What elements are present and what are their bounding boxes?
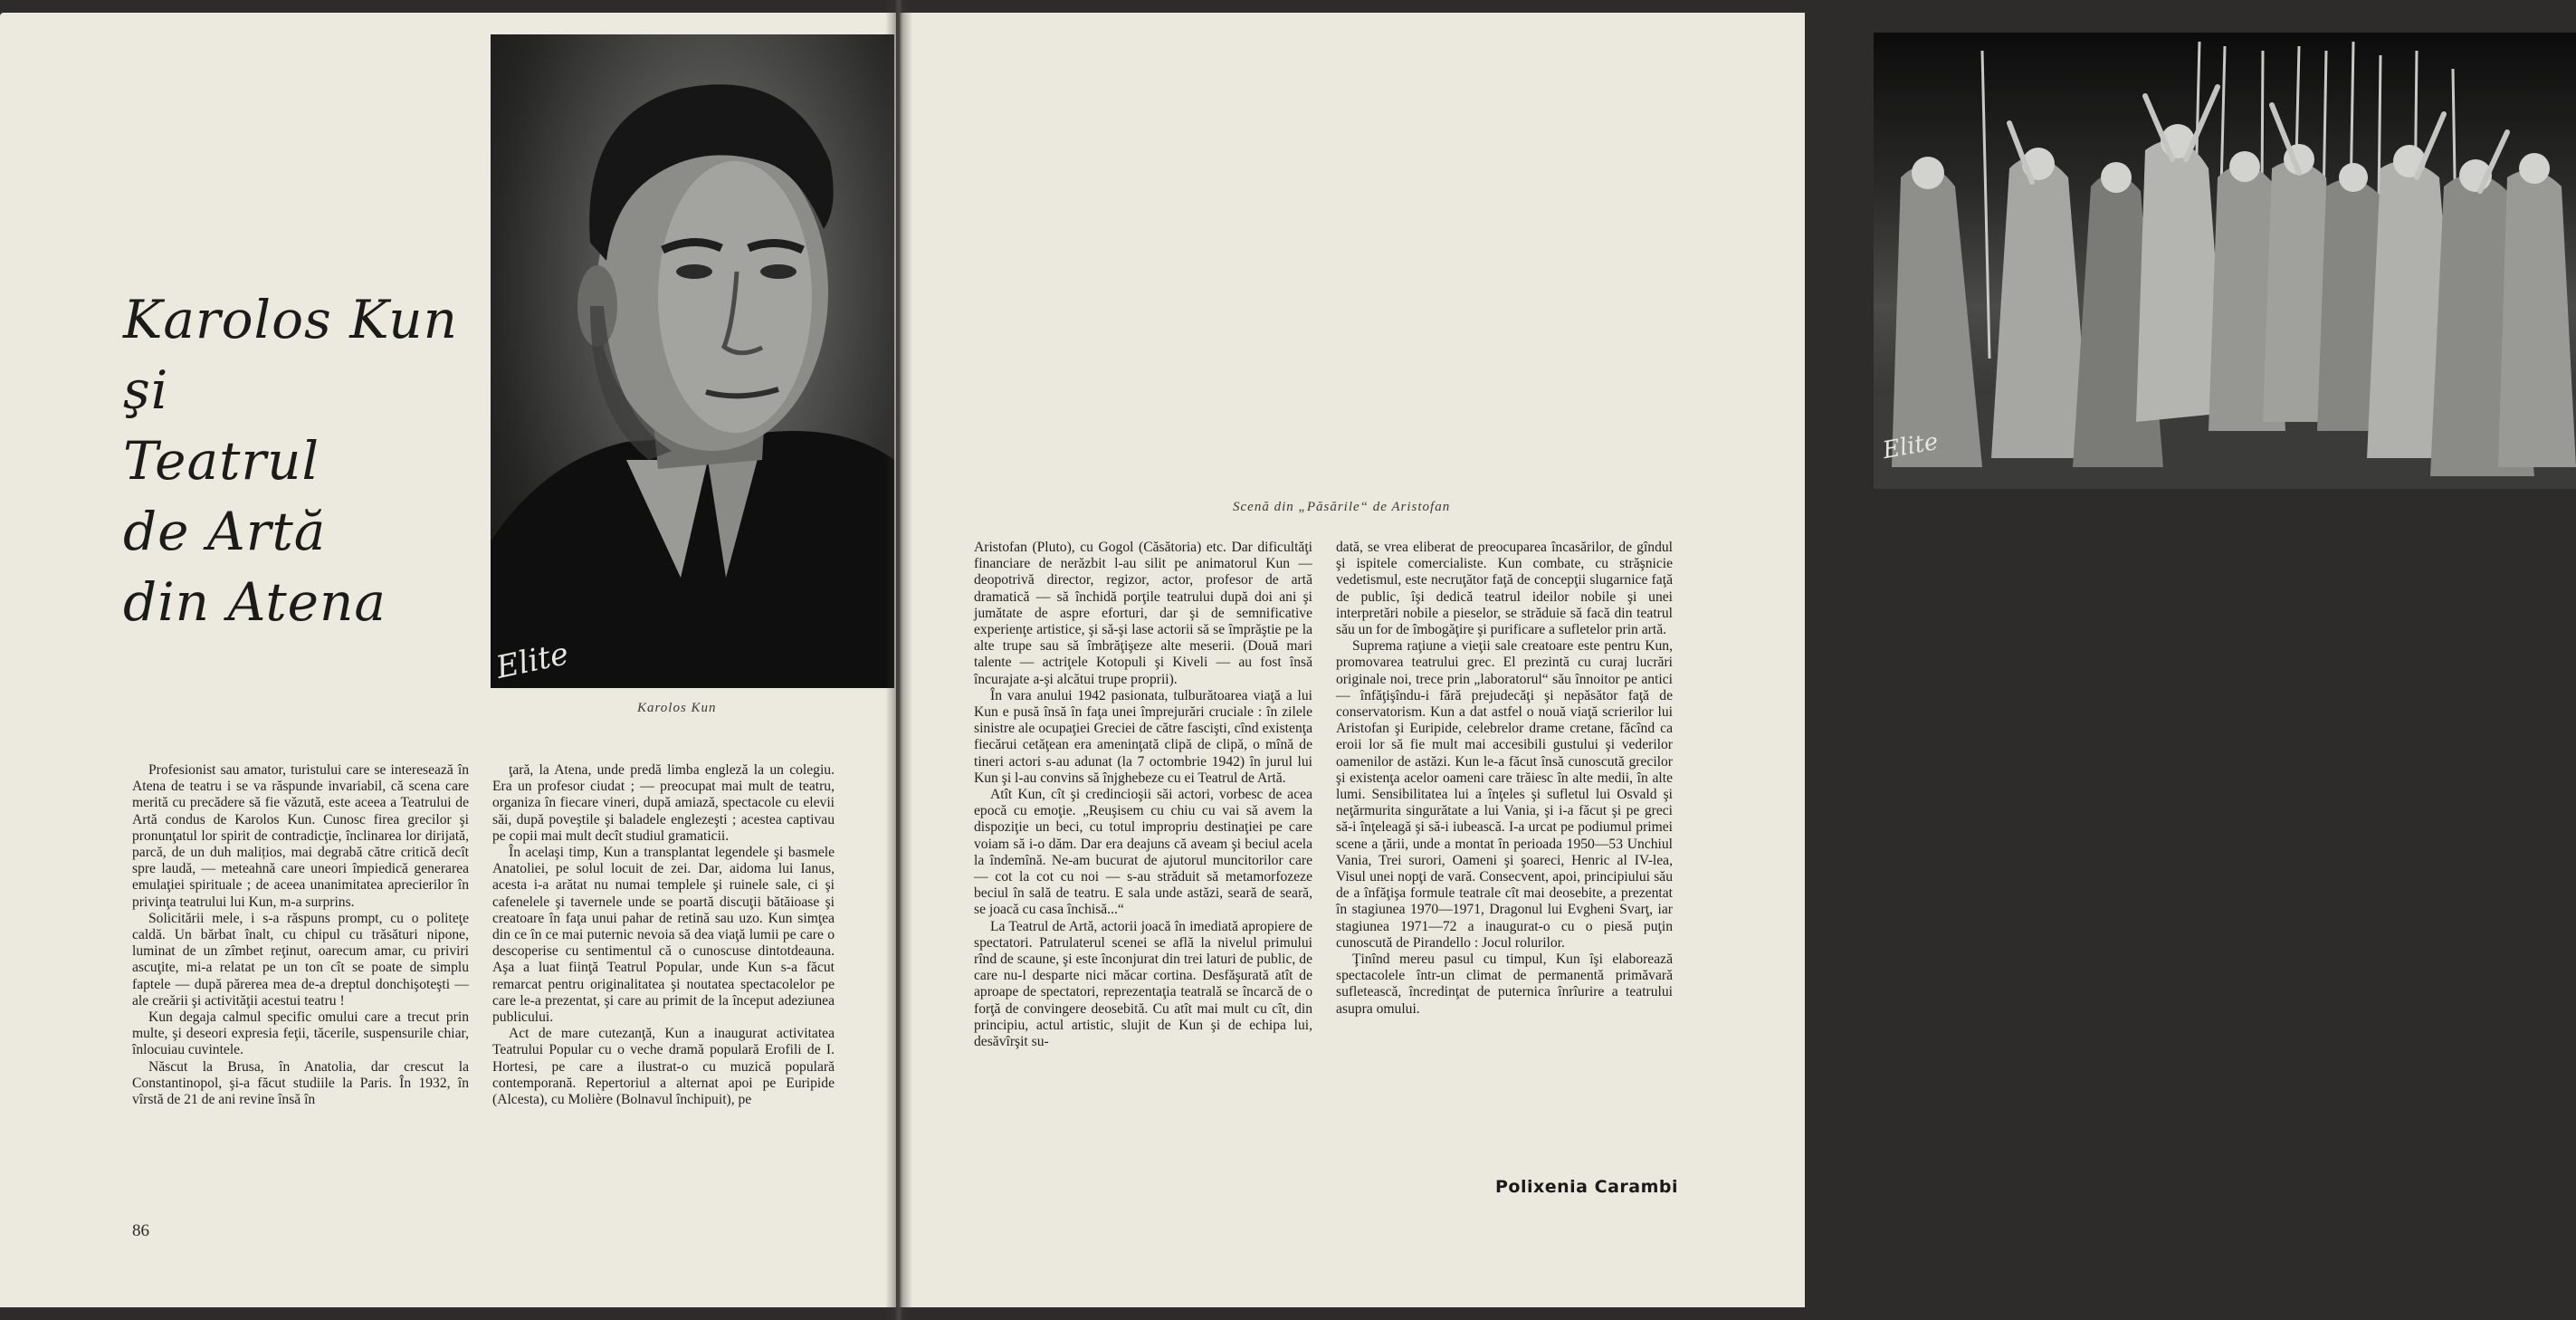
text-column-3 <box>974 540 1312 1050</box>
article-author: Polixenia Carambi <box>1495 1177 1678 1197</box>
text-column-1 <box>132 762 469 1108</box>
paragraph: La Teatrul de Artă, actorii joacă în imediată apropiere de spectatori. Patrulaterul scenei se află la nivelul primului rînd de scaune, şi este înconjurat din trei laturi de public, de care nu-l desparte nici măcar cortina. Desfăşurată atît de aproape de spectatori, reprezentaţia teatrală se încarcă de o forţă de convingere deosebită. Cu atît mai mult cu cît, din principiu, actul artistic, slujit de Kun şi de echipa lui, desăvîrşit su- <box>974 918 1312 1050</box>
theatre-scene-photo <box>1874 33 2576 489</box>
title-line-2: şi <box>123 359 169 421</box>
title-line-3: Teatrul <box>123 430 320 492</box>
scene-caption: Scenă din „Păsările“ de Aristofan <box>1233 500 1451 514</box>
paragraph: Aristofan (Pluto), cu Gogol (Căsătoria) etc. Dar dificultăţi financiare de nerăzbit l-au silit pe animatorul Kun — deopotrivă director, regizor, actor, profesor de artă dramatică — să închidă porţile teatrului după doi ani şi jumătate de aspre eforturi, dar şi de semnificative experienţe artistice, şi să-şi lase actorii să se împrăştie pe la alte trupe sau să îmbrăţişeze alte meserii. (Două mari talente — actriţele Kotopuli şi Kiveli — au fost însă încurajate a-şi alcătui trupe proprii). <box>974 540 1312 687</box>
article-title <box>123 284 485 637</box>
text-column-2 <box>492 762 835 1108</box>
paragraph: În acelaşi timp, Kun a transplantat legendele şi basmele Anatoliei, pe solul locuit de zei. Dar, aidoma lui Ianus, acesta i-a arătat nu numai templele şi ruinele sale, ci şi cafenelele şi tavernele unde se poartă discuţii bătăioase şi creatoare în faţa unui pahar de retină sau uzo. Kun simţea din ce în ce mai puternic nevoia să dea viaţă lumii pe care o descoperise cu sentimentul că o cunoscuse dintotdeauna. Aşa a luat fiinţă Teatrul Popular, unde Kun s-a făcut remarcat pentru originalitatea şi noutatea spectacolelor pe care le-a prezentat, şi care au primit de la început adeziunea publicului. <box>492 845 835 1026</box>
title-line-1: Karolos Kun <box>123 289 458 350</box>
paragraph: Solicitării mele, i s-a răspuns prompt, cu o politeţe caldă. Un bărbat înalt, cu chipul cu trăsături nipone, luminat de un zîmbet reţinut, oarecum amar, cu priviri ascuţite, mi-a relatat pe un ton cît se poate de simplu faptele — după părerea mea de-a dreptul donchişoteşti — ale creării şi activităţii acestui teatru ! <box>132 910 469 1009</box>
portrait-photo <box>491 34 894 688</box>
left-page <box>0 13 896 1307</box>
photo-signature: Elite <box>1880 427 1941 465</box>
paragraph: În vara anului 1942 pasionata, tulburătoarea viaţă a lui Kun e pusă însă în faţa unei împrejurări cruciale : în zilele sinistre ale ocupaţiei Greciei de către fascişti, cînd existenţa fiecărui cetăţean era ameninţată clipă de clipă, o mînă de tineri actori s-au adunat (la 7 octombrie 1942) în jurul lui Kun şi l-au convins să înjghebeze cu ei Teatrul de Artă. <box>974 687 1312 786</box>
paragraph: ţară, la Atena, unde predă limba engleză la un colegiu. Era un profesor ciudat ; — preocupat mai mult de teatru, organiza în fiecare vineri, după amiază, spectacole cu elevii săi, după poveştile şi baladele englezeşti ; acestea captivau pe copii mai mult decît studiul gramaticii. <box>492 762 835 844</box>
text-column-4 <box>1336 540 1673 1018</box>
paragraph: Act de mare cutezanţă, Kun a inaugurat activitatea Teatrului Popular cu o veche dramă populară Erofili de I. Hortesi, pe care a ilustrat-o cu muzică populară contemporană. Repertoriul a alternat apoi pe Euripide (Alcesta), cu Molière (Bolnavul închipuit), pe <box>492 1026 835 1108</box>
scene-illustration <box>1874 33 2576 489</box>
paragraph: Născut la Brusa, în Anatolia, dar crescut la Constantinopol, şi-a făcut studiile la Paris. În 1932, în vîrstă de 21 de ani revine însă în <box>132 1058 469 1108</box>
title-line-4: de Artă <box>123 501 327 562</box>
book-gutter <box>885 0 912 1320</box>
photo-signature: Elite <box>492 636 572 686</box>
paragraph: Kun degaja calmul specific omului care a trecut prin multe, şi deseori expresia feţii, tăcerile, suspensurile chiar, înlocuiau cuvintele. <box>132 1009 469 1058</box>
paragraph: Atît Kun, cît şi credincioşii săi actori, vorbesc de acea epocă cu emoţie. „Reuşisem cu chiu cu vai să avem la dispoziţie un beci, cu totul impropriu destinaţiei pe care voiam să i-o dăm. Dar era deajuns că aveam şi beciul acela la îndemînă. Ne-am bucurat de ajutorul muncitorilor care — cot la cot cu noi — s-au străduit să metamorfozeze beciul în sală de teatru. E sala unde astăzi, seară de seară, se joacă cu casa închisă...“ <box>974 787 1312 918</box>
paragraph: dată, se vrea eliberat de preocuparea încasărilor, de gîndul şi ispitele comercialiste. Kun combate, cu străşnicie vedetismul, este necruţător faţă de concepţii slugarnice faţă de public, îşi dedică teatrul ideilor nobile şi unei interpretări nobile a pieselor, se străduie să facă din teatrul său un for de îmbogăţire şi purificare a sufletelor prin artă. <box>1336 540 1673 638</box>
right-page <box>900 13 1941 1307</box>
page-number: 86 <box>132 1221 149 1240</box>
paragraph: Profesionist sau amator, turistului care se interesează în Atena de teatru i se va răspunde invariabil, că scena care merită cu precădere să fie văzută, este aceea a Teatrului de Artă condus de Karolos Kun. Cunosc firea grecilor şi pronunţatul lor spirit de contradicţie, înclinarea lor dirijată, parcă, de un duh malițios, mai degrabă către critică decît spre laudă, — meteahnă care uneori împiedică generarea emulaţiei spirituale ; de aceea unanimitatea aprecierilor în privinţa teatrului lui Kun, m-a surprins. <box>132 762 469 910</box>
portrait-illustration <box>491 34 894 688</box>
paragraph: Ţinînd mereu pasul cu timpul, Kun îşi elaborează spectacolele într-un climat de permanentă primăvară sufletească, încredinţat de puternica înrîurire a teatrului asupra omului. <box>1336 952 1673 1017</box>
portrait-caption: Karolos Kun <box>637 701 717 715</box>
title-line-5: din Atena <box>123 571 386 633</box>
paragraph: Suprema raţiune a vieţii sale creatoare este pentru Kun, promovarea teatrului grec. El prezintă cu curaj lucrări originale noi, trece prin „laboratorul“ său înnoitor pe antici — înfăţişîndu-i fără prejudecăţi şi nepăsător faţă de conservatorism. Kun a dat astfel o nouă viaţă scrierilor lui Aristofan şi Euripide, celebrelor drame cretane, făcînd ca eroii lor să fie mult mai accesibili gustului şi vederilor oamenilor de astăzi. Kun le-a făcut însă cunoscută grecilor şi existenţa acelor oameni care trăiesc în alte medii, în alte lumi. Sensibilitatea lui a înţeles şi sufletul lui Osvald şi neţărmurita singurătate a lui Vania, şi i-a făcut şi pe greci să-i înţeleagă şi să-i iubească. I-a urcat pe podiumul primei scene a ţării, unde a montat în perioada 1950—53 Unchiul Vania, Trei surori, Oameni şi şoareci, Henric al IV-lea, Visul unei nopţi de vară. Consecvent, apoi, principiului său de a înfăţişa formule teatrale cît mai deosebite, a prezentat în stagiunea 1970—1971, Dragonul lui Evgheni Svarţ, iar stagiunea 1971—72 a inaugurat-o cu o piesă puţin cunoscută de Pirandello : Jocul rolurilor. <box>1336 638 1673 951</box>
